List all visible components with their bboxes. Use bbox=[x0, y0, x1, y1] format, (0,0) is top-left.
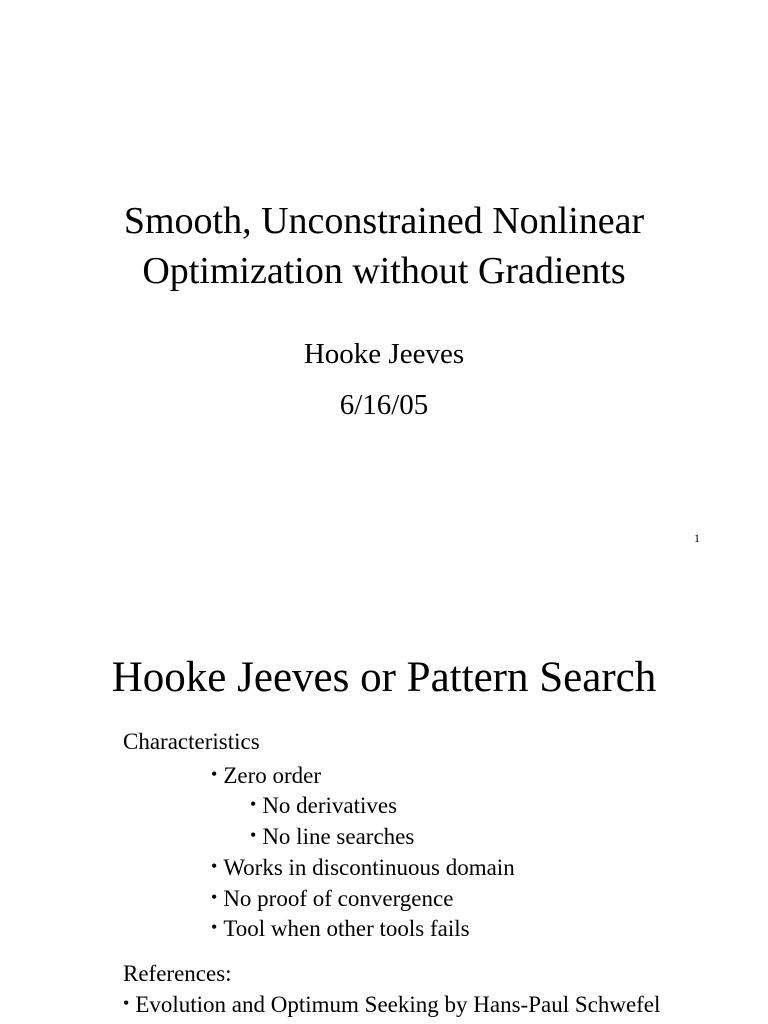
bullet-icon: • bbox=[250, 794, 257, 814]
presentation-date: 6/16/05 bbox=[339, 389, 429, 421]
bullet-icon: • bbox=[123, 993, 130, 1013]
bullet-icon: • bbox=[211, 856, 218, 876]
content-slide bbox=[0, 580, 768, 1024]
list-item bbox=[211, 915, 470, 944]
list-item bbox=[250, 792, 397, 821]
list-item-text: No line searches bbox=[262, 824, 415, 849]
author-name: Hooke Jeeves bbox=[303, 338, 465, 370]
list-item bbox=[211, 885, 453, 914]
slide-title bbox=[0, 196, 768, 296]
references-heading: References: bbox=[123, 961, 232, 986]
bullet-icon: • bbox=[211, 917, 218, 937]
bullet-icon: • bbox=[211, 764, 218, 784]
list-item-text: No proof of convergence bbox=[223, 886, 454, 911]
list-item bbox=[211, 762, 321, 791]
list-item-text: Works in discontinuous domain bbox=[223, 855, 515, 880]
page-number: 1 bbox=[694, 531, 700, 545]
list-item-text: Zero order bbox=[223, 763, 322, 788]
reference-item bbox=[123, 991, 660, 1020]
title-line-1: Smooth, Unconstrained Nonlinear bbox=[123, 200, 645, 242]
reference-text: Evolution and Optimum Seeking by Hans-Paul Schwefel bbox=[135, 992, 661, 1017]
list-item bbox=[250, 823, 414, 852]
list-item-text: No derivatives bbox=[262, 793, 398, 818]
list-item-text: Tool when other tools fails bbox=[223, 916, 470, 941]
slide-title: Hooke Jeeves or Pattern Search bbox=[111, 654, 657, 701]
list-item bbox=[211, 854, 515, 883]
bullet-icon: • bbox=[250, 825, 257, 845]
title-line-2: Optimization without Gradients bbox=[142, 250, 626, 292]
characteristics-heading: Characteristics bbox=[123, 729, 260, 754]
bullet-icon: • bbox=[211, 887, 218, 907]
